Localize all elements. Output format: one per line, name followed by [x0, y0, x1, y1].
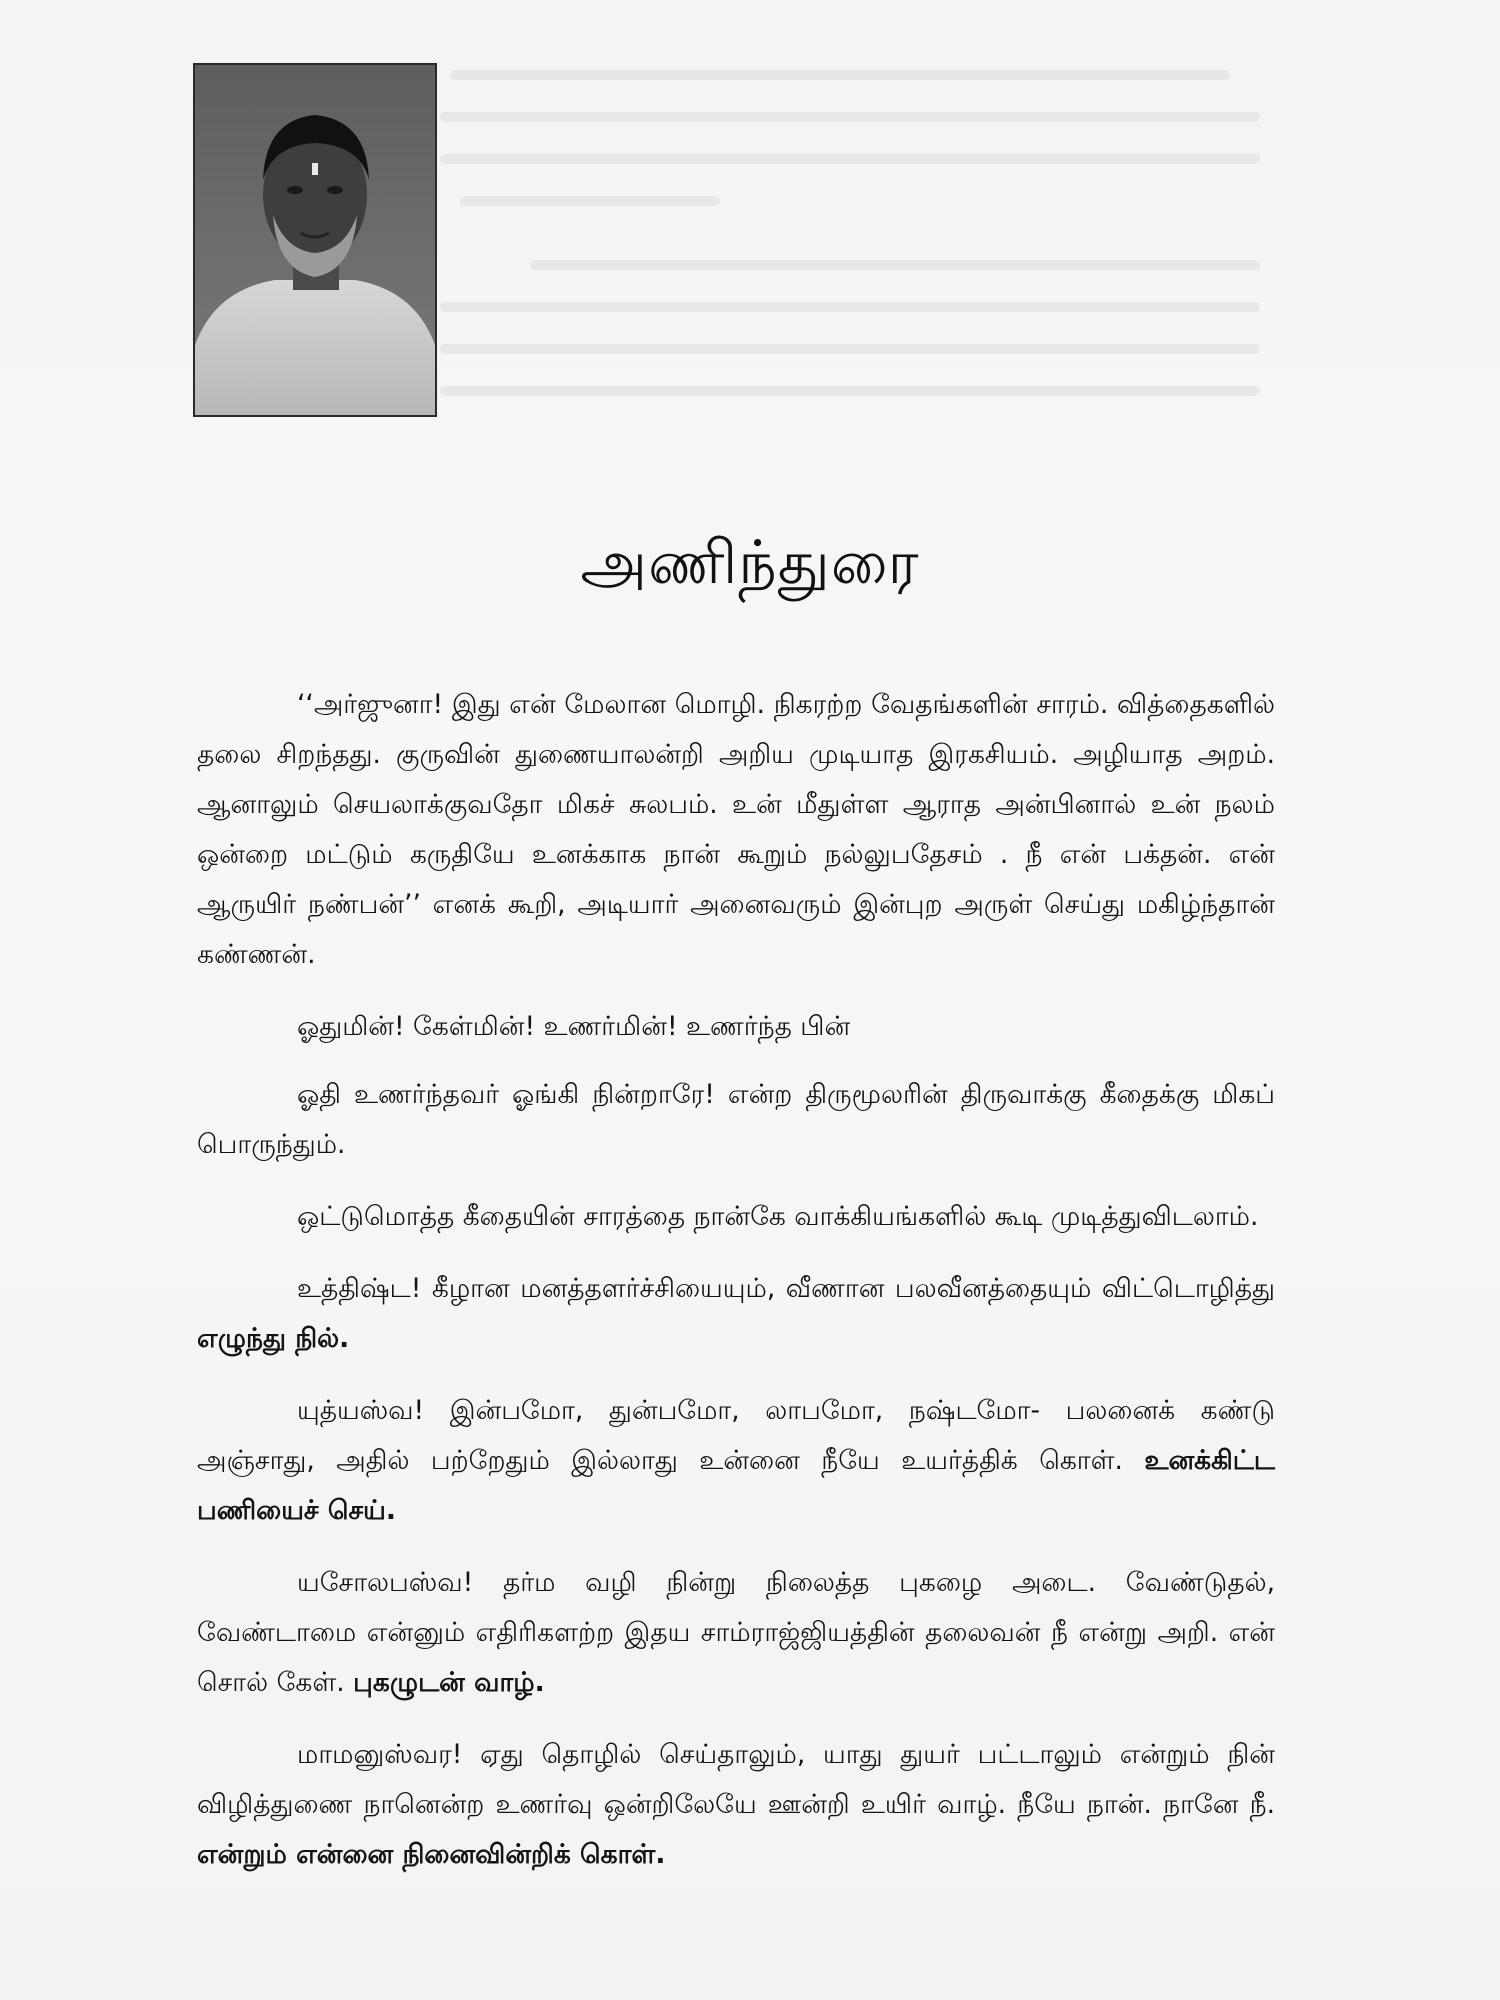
- paragraph: யசோலபஸ்வ! தர்ம வழி நின்று நிலைத்த புகழை அடை. வேண்டுதல், வேண்டாமை என்னும் எதிரிகளற்ற இதய சாம்ராஜ்ஜியத்தின் தலைவன் நீ என்று அறி. என் சொல் கேள். புகழுடன் வாழ்.: [197, 1567, 1275, 1698]
- page-title: அணிந்துரை: [580, 528, 920, 598]
- paragraph: ஒட்டுமொத்த கீதையின் சாரத்தை நான்கே வாக்கியங்களில் கூடி முடித்துவிடலாம்.: [297, 1201, 1259, 1232]
- paragraph: ‘‘அர்ஜுனா! இது என் மேலான மொழி. நிகரற்ற வேதங்களின் சாரம். வித்தைகளில் தலை சிறந்தது. குருவின் துணையாலன்றி அறிய முடியாத இரகசியம். அழியாத அறம். ஆனாலும் செயலாக்குவதோ மிகச் சுலபம். உன் மீதுள்ள ஆராத அன்பினால் உன் நலம் ஒன்றை மட்டும் கருதியே உனக்காக நான் கூறும் நல்லுபதேசம் . நீ என் பக்தன். என் ஆருயிர் நண்பன்’’ எனக் கூறி, அடியார் அனைவரும் இன்புற அருள் செய்து மகிழ்ந்தான் கண்ணன்.: [197, 689, 1275, 970]
- paragraph: ஓதுமின்! கேள்மின்! உணர்மின்! உணர்ந்த பின்: [297, 1011, 851, 1042]
- emphasis-text: எழுந்து நில்.: [197, 1323, 350, 1354]
- author-photo: [193, 63, 437, 417]
- emphasis-text: உனக்கிட்ட பணியைச் செய்.: [197, 1445, 1275, 1526]
- emphasis-text: புகழுடன் வாழ்.: [353, 1667, 545, 1698]
- paragraph: மாமனுஸ்வர! ஏது தொழில் செய்தாலும், யாது துயர் பட்டாலும் என்றும் நின் விழித்துணை நானென்ற உணர்வு ஒன்றிலேயே ஊன்றி உயிர் வாழ். நீயே நான். நானே நீ. என்றும் என்னை நினைவின்றிக் கொள்.: [197, 1739, 1275, 1870]
- foreword-body: [197, 680, 1275, 1902]
- emphasis-text: என்றும் என்னை நினைவின்றிக் கொள்.: [197, 1839, 666, 1870]
- bleed-through-text: [440, 70, 1270, 470]
- paragraph: யுத்யஸ்வ! இன்பமோ, துன்பமோ, லாபமோ, நஷ்டமோ- பலனைக் கண்டு அஞ்சாது, அதில் பற்றேதும் இல்லாது உன்னை நீயே உயர்த்திக் கொள். உனக்கிட்ட பணியைச் செய்.: [197, 1395, 1275, 1526]
- paragraph: உத்திஷ்ட! கீழான மனத்தளர்ச்சியையும், வீணான பலவீனத்தையும் விட்டொழித்து எழுந்து நில்.: [197, 1273, 1275, 1354]
- paragraph: ஓதி உணர்ந்தவர் ஓங்கி நின்றாரே! என்ற திருமூலரின் திருவாக்கு கீதைக்கு மிகப் பொருந்தும்.: [197, 1079, 1275, 1160]
- author-portrait-image: [195, 65, 435, 415]
